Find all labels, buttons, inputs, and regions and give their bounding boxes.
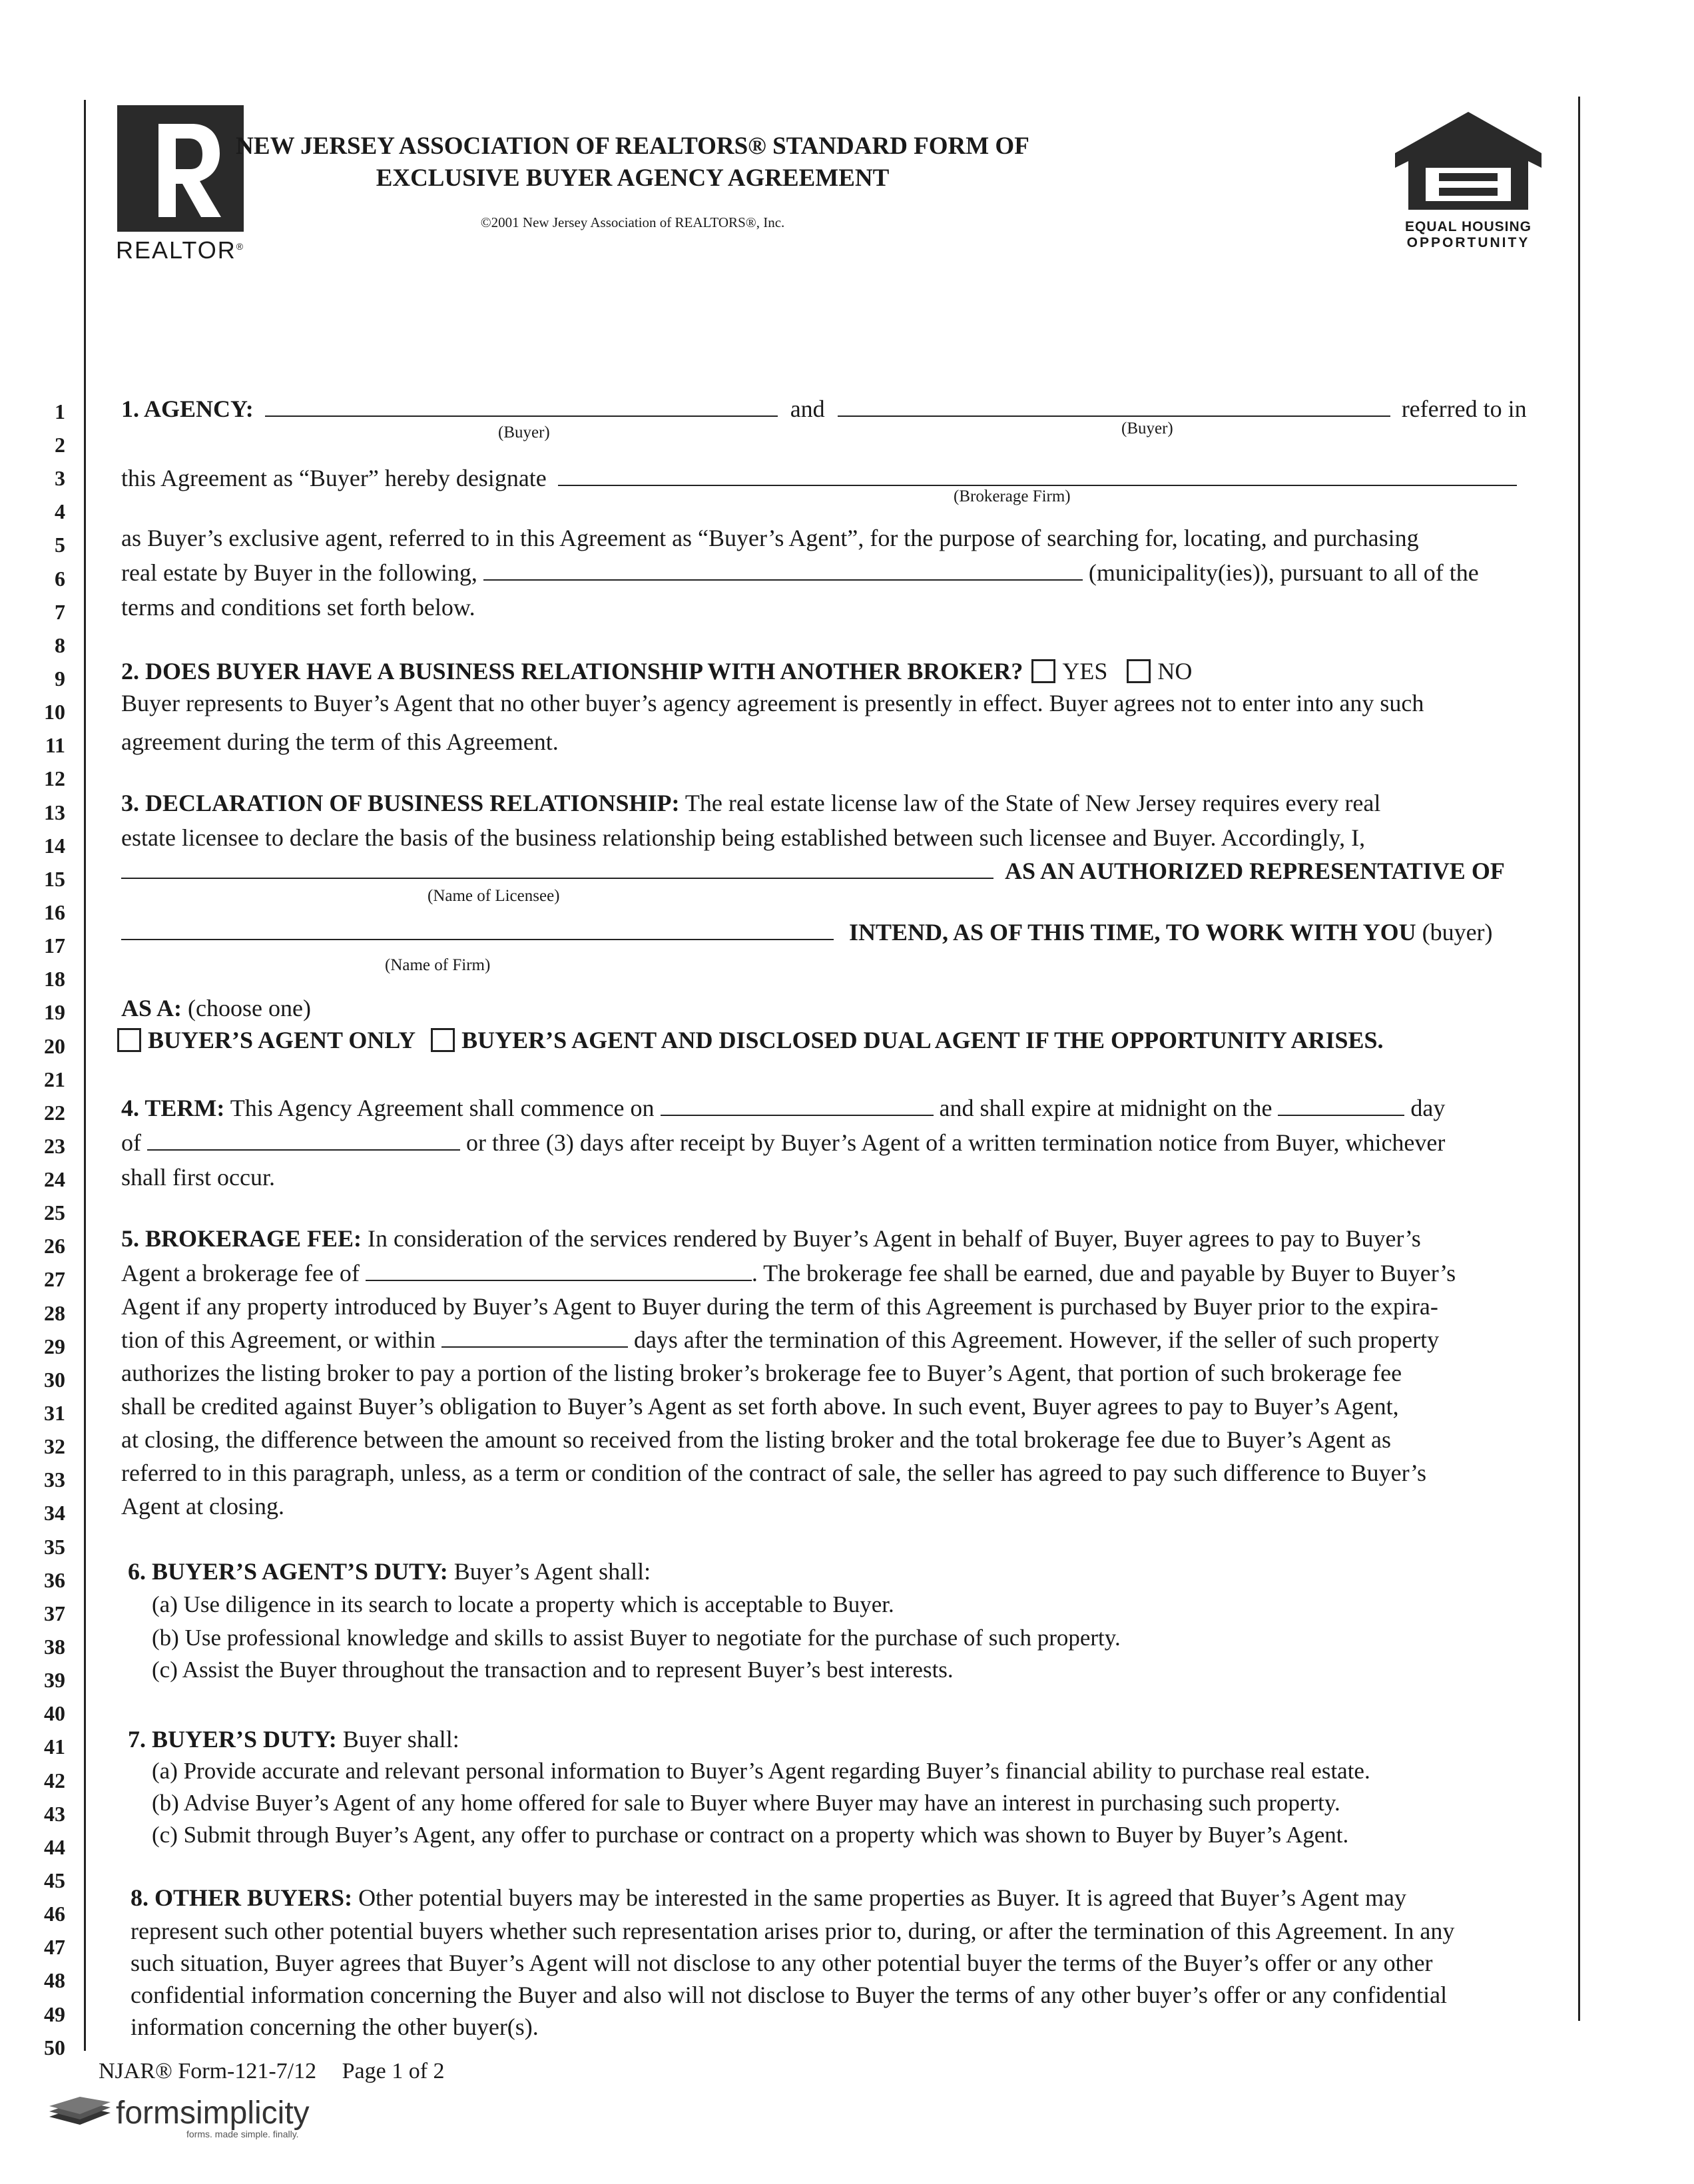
line-number: 22	[44, 1101, 65, 1125]
equal-housing-house-icon	[1382, 107, 1555, 213]
line-number: 19	[44, 1000, 65, 1024]
designate-text: this Agreement as “Buyer” hereby designate	[121, 465, 547, 491]
days-after-text: days after the termination of this Agreement. However, if the seller of such property	[633, 1326, 1440, 1353]
section-8-line47: represent such other potential buyers whether such representation arises prior to, during, or after the termination of this Agreement. In any	[131, 1918, 1455, 1944]
section-5-text-26: In consideration of the services rendered by Buyer’s Agent in behalf of Buyer, Buyer agrees to pay to Buyer’s	[368, 1225, 1421, 1252]
authorized-rep-text: AS AN AUTHORIZED REPRESENTATIVE OF	[1005, 858, 1505, 884]
line-number: 14	[44, 834, 65, 858]
section-4-line24: shall first occur.	[121, 1164, 275, 1191]
brand-tagline: forms. made simple. finally.	[186, 2129, 299, 2139]
brokerage-fee-field[interactable]	[366, 1261, 752, 1281]
day-text: day	[1410, 1095, 1446, 1121]
section-8-line48: such situation, Buyer agrees that Buyer’s Agent will not disclose to any other potential buyer the terms of the Buyer’s offer or any other	[131, 1950, 1433, 1976]
stacked-papers-icon	[47, 2097, 113, 2130]
section-5-heading: 5. BROKERAGE FEE:	[121, 1225, 362, 1252]
line-number: 50	[44, 2036, 65, 2059]
section-6-heading: 6. BUYER’S AGENT’S DUTY:	[128, 1558, 448, 1585]
line-number: 11	[45, 733, 65, 757]
section-1-line3	[121, 461, 1559, 495]
section-8-heading: 8. OTHER BUYERS:	[131, 1884, 353, 1911]
section-8-text-46: Other potential buyers may be interested in the same properties as Buyer. It is agreed that Buyer’s Agent may	[358, 1884, 1406, 1911]
line-number: 45	[44, 1868, 65, 1892]
commence-date-field[interactable]	[661, 1096, 934, 1116]
line-number: 24	[44, 1167, 65, 1191]
buyer-1-field[interactable]	[265, 397, 778, 417]
copyright-notice: ©2001 New Jersey Association of REALTORS®, Inc.	[480, 214, 785, 230]
section-6-heading-line	[128, 1554, 651, 1589]
section-7-item-b: (b) Advise Buyer’s Agent of any home offered for sale to Buyer where Buyer may have an interest in purchasing such property.	[152, 1790, 1340, 1816]
days-after-field[interactable]	[441, 1328, 628, 1348]
line-number: 44	[44, 1835, 65, 1859]
section-2-heading-line	[121, 654, 1586, 688]
form-id-text: NJAR® Form-121-7/12	[99, 2059, 317, 2083]
line-number: 26	[44, 1234, 65, 1258]
line-number: 25	[44, 1201, 65, 1225]
term-commence-text: This Agency Agreement shall commence on	[230, 1095, 655, 1121]
line-number: 10	[44, 700, 65, 724]
section-6-item-a: (a) Use diligence in its search to locate a property which is acceptable to Buyer.	[152, 1591, 894, 1617]
dual-agent-checkbox[interactable]	[431, 1028, 455, 1052]
buyer-paren-text: (buyer)	[1422, 919, 1493, 946]
page-number-text: Page 1 of 2	[342, 2059, 445, 2083]
line-number: 7	[55, 600, 65, 624]
section-5-line34: Agent at closing.	[121, 1493, 284, 1519]
section-4-line23	[121, 1125, 1586, 1160]
line-number: 47	[44, 1935, 65, 1959]
line-number: 6	[55, 567, 65, 591]
line-number: 20	[44, 1034, 65, 1058]
line-number: 5	[55, 533, 65, 557]
section-8-line49: confidential information concerning the Buyer and also will not disclose to Buyer the terms of any other buyer’s offer or any confidential	[131, 1982, 1448, 2008]
choose-one-text: (choose one)	[188, 995, 311, 1021]
section-2-line10: Buyer represents to Buyer’s Agent that no other buyer’s agency agreement is presently in effect. Buyer agrees not to enter into any such	[121, 690, 1424, 716]
section-7-item-a: (a) Provide accurate and relevant personal information to Buyer’s Agent regarding Buyer’s financial ability to purchase real estate.	[152, 1758, 1370, 1784]
line-number: 2	[55, 433, 65, 457]
equal-housing-logo	[1382, 107, 1555, 253]
section-7-heading-line	[128, 1722, 459, 1757]
section-6-item-b: (b) Use professional knowledge and skills to assist Buyer to negotiate for the purchase of such property.	[152, 1625, 1121, 1651]
section-7-item-c: (c) Submit through Buyer’s Agent, any offer to purchase or contract on a property which was shown to Buyer by Buyer’s Agent.	[152, 1822, 1349, 1848]
section-3-line17	[121, 915, 1586, 950]
line-number: 43	[44, 1802, 65, 1826]
buyer-caption-2: (Buyer)	[1121, 419, 1173, 437]
section-5-line29	[121, 1322, 1439, 1357]
right-margin-rule	[1578, 97, 1580, 2021]
buyer-caption-1: (Buyer)	[498, 423, 550, 441]
section-1-heading: 1. AGENCY:	[121, 396, 254, 422]
line-number: 3	[55, 466, 65, 490]
line-number: 36	[44, 1568, 65, 1592]
form-title-line1: NEW JERSEY ASSOCIATION OF REALTORS® STANDARD FORM OF	[236, 133, 1029, 160]
and-text: and	[790, 396, 825, 422]
section-7-intro: Buyer shall:	[342, 1726, 459, 1753]
line-number: 12	[44, 766, 65, 790]
section-3-as-a	[121, 991, 311, 1025]
yes-checkbox[interactable]	[1031, 659, 1055, 683]
intend-text: INTEND, AS OF THIS TIME, TO WORK WITH YOU	[849, 919, 1416, 946]
line-number: 38	[44, 1635, 65, 1659]
municipality-field[interactable]	[483, 561, 1083, 581]
footer-form-id	[99, 2059, 445, 2084]
line-number: 39	[44, 1668, 65, 1692]
section-5-line30: authorizes the listing broker to pay a portion of the listing broker’s brokerage fee to Buyer’s Agent, that portion of such brokerage fee	[121, 1360, 1402, 1386]
section-3-heading: 3. DECLARATION OF BUSINESS RELATIONSHIP:	[121, 790, 680, 816]
fee-trail-text: . The brokerage fee shall be earned, due and payable by Buyer to Buyer’s	[751, 1260, 1456, 1286]
municipality-trail-text: (municipality(ies)), pursuant to all of the	[1088, 559, 1479, 586]
line-number: 13	[44, 800, 65, 824]
referred-text: referred to in	[1401, 396, 1527, 422]
line-number: 17	[44, 934, 65, 957]
section-5-line26	[121, 1221, 1421, 1256]
section-6-item-c: (c) Assist the Buyer throughout the transaction and to represent Buyer’s best interests.	[152, 1657, 954, 1683]
brokerage-firm-field[interactable]	[558, 466, 1517, 486]
fee-lead-text: Agent a brokerage fee of	[121, 1260, 360, 1286]
section-7-heading: 7. BUYER’S DUTY:	[128, 1726, 337, 1753]
yes-label: YES	[1062, 658, 1108, 684]
left-margin-rule	[84, 100, 86, 2051]
line-number: 32	[44, 1434, 65, 1458]
licensee-caption: (Name of Licensee)	[427, 887, 560, 905]
line-number: 4	[55, 499, 65, 523]
line-number: 28	[44, 1301, 65, 1325]
line-number: 49	[44, 2002, 65, 2026]
brokerage-caption: (Brokerage Firm)	[954, 487, 1071, 505]
section-1-agency	[121, 392, 1559, 426]
formsimplicity-brand	[47, 2095, 310, 2139]
no-checkbox[interactable]	[1127, 659, 1151, 683]
section-2-heading: 2. DOES BUYER HAVE A BUSINESS RELATIONSHIP WITH ANOTHER BROKER?	[121, 658, 1023, 684]
as-a-label: AS A:	[121, 995, 182, 1021]
line-number: 21	[44, 1067, 65, 1091]
buyer-2-field[interactable]	[838, 397, 1390, 417]
section-3-intro-text: The real estate license law of the State of New Jersey requires every real	[685, 790, 1381, 816]
line-number: 8	[55, 633, 65, 657]
section-8-line50: information concerning the other buyer(s).	[131, 2014, 539, 2040]
brand-text: formsimplicity	[116, 2095, 310, 2131]
section-1-line6	[121, 555, 1586, 590]
section-4-heading: 4. TERM:	[121, 1095, 225, 1121]
section-6-intro: Buyer’s Agent shall:	[453, 1558, 651, 1585]
within-text: tion of this Agreement, or within	[121, 1326, 435, 1353]
equal-housing-text-2: OPPORTUNITY	[1406, 235, 1530, 250]
line-number: 9	[55, 667, 65, 690]
expire-month-field[interactable]	[147, 1131, 460, 1151]
section-5-line33: referred to in this paragraph, unless, as a term or condition of the contract of sale, the seller has agreed to pay such difference to Buyer’s	[121, 1460, 1426, 1486]
buyers-agent-only-checkbox[interactable]	[117, 1028, 141, 1052]
buyers-agent-only-label: BUYER’S AGENT ONLY	[148, 1027, 416, 1053]
section-5-line32: at closing, the difference between the amount so received from the listing broker and the total brokerage fee due to Buyer’s Agent as	[121, 1426, 1392, 1453]
line-number: 1	[55, 400, 65, 423]
no-label: NO	[1157, 658, 1193, 684]
section-3-line14: estate licensee to declare the basis of the business relationship being established between such licensee and Buyer. Accordingly, I,	[121, 824, 1366, 851]
line-number: 41	[44, 1735, 65, 1759]
section-3-line13	[121, 786, 1586, 820]
line-number: 30	[44, 1368, 65, 1392]
line-number: 48	[44, 1968, 65, 1992]
dual-agent-label: BUYER’S AGENT AND DISCLOSED DUAL AGENT IF THE OPPORTUNITY ARISES.	[461, 1027, 1384, 1053]
section-1-line7: terms and conditions set forth below.	[121, 594, 475, 621]
firm-name-field[interactable]	[121, 920, 834, 940]
expire-day-field[interactable]	[1278, 1096, 1404, 1116]
line-number: 35	[44, 1535, 65, 1559]
firm-caption: (Name of Firm)	[385, 956, 491, 974]
line-number: 33	[44, 1468, 65, 1492]
section-5-line31: shall be credited against Buyer’s obligation to Buyer’s Agent as set forth above. In such event, Buyer agrees to pay to Buyer’s Agent,	[121, 1393, 1399, 1420]
equal-housing-text-1: EQUAL HOUSING	[1405, 219, 1532, 234]
section-3-line15	[121, 854, 1586, 888]
section-2-line11: agreement during the term of this Agreement.	[121, 728, 559, 755]
line-number: 34	[44, 1501, 65, 1525]
termination-notice-text: or three (3) days after receipt by Buyer’s Agent of a written termination notice from Buyer, whichever	[466, 1129, 1446, 1156]
line-number: 15	[44, 867, 65, 891]
line-number: 42	[44, 1769, 65, 1792]
line-number: 46	[44, 1902, 65, 1926]
section-1-line5: as Buyer’s exclusive agent, referred to in this Agreement as “Buyer’s Agent”, for the purpose of searching for, locating, and purchasing	[121, 525, 1419, 551]
line-number: 23	[44, 1134, 65, 1158]
municipality-lead-text: real estate by Buyer in the following,	[121, 559, 477, 586]
of-text: of	[121, 1129, 141, 1156]
line-number: 27	[44, 1267, 65, 1291]
licensee-name-field[interactable]	[121, 859, 993, 879]
section-5-line27	[121, 1256, 1456, 1290]
line-number: 16	[44, 900, 65, 924]
line-number: 40	[44, 1701, 65, 1725]
section-8-line46	[131, 1880, 1406, 1915]
section-4-line22	[121, 1091, 1586, 1125]
line-number: 29	[44, 1334, 65, 1358]
realtor-label: REALTOR®	[116, 236, 245, 264]
section-5-line28: Agent if any property introduced by Buyer’s Agent to Buyer during the term of this Agreement is purchased by Buyer prior to the expira-	[121, 1293, 1438, 1320]
line-number: 37	[44, 1601, 65, 1625]
section-3-options	[117, 1023, 1384, 1057]
term-expire-text: and shall expire at midnight on the	[939, 1095, 1272, 1121]
line-number: 18	[44, 967, 65, 991]
form-title-line2: EXCLUSIVE BUYER AGENCY AGREEMENT	[376, 164, 890, 192]
line-number: 31	[44, 1401, 65, 1425]
